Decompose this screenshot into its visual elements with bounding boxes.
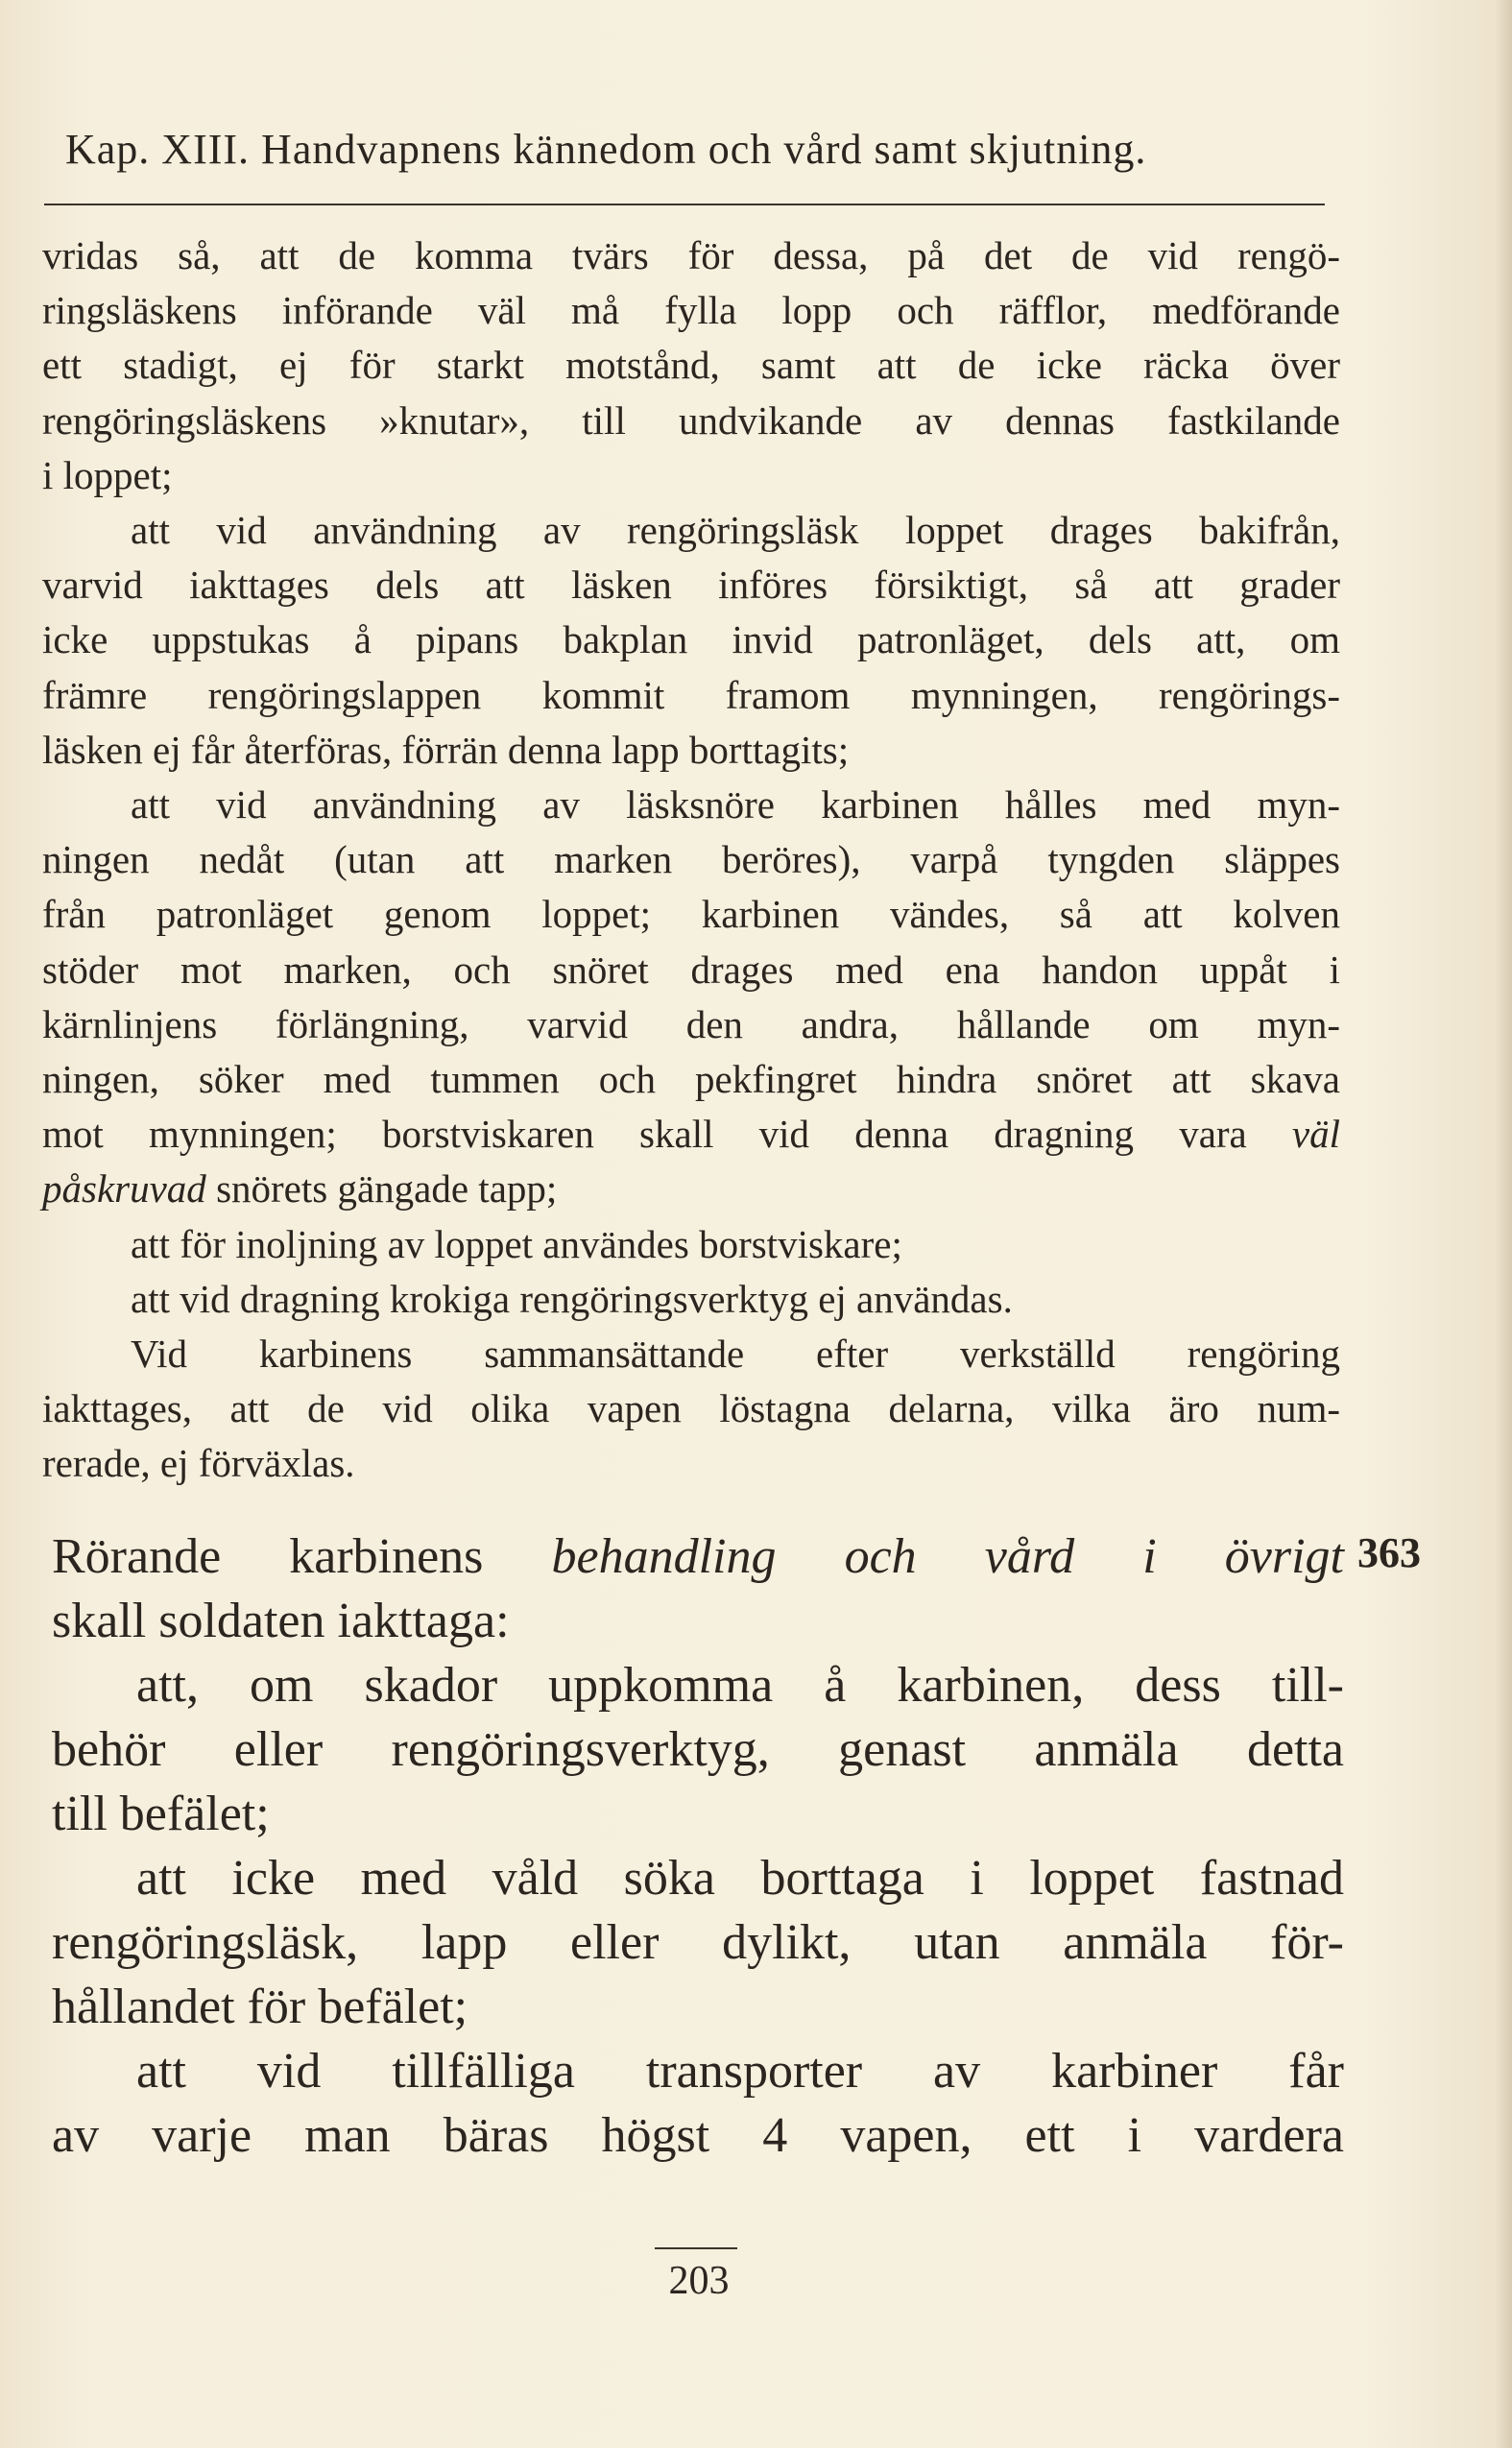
text-segment: mot mynningen; borstviskaren skall vid denna dragning vara [42, 1112, 1247, 1157]
italic-word: väl [1291, 1112, 1341, 1157]
text-line: varvid iakttages dels att läsken införes försiktigt, så att grader [42, 563, 1340, 608]
text-line: att vid användning av läsksnöre karbinen hålles med myn- [131, 782, 1340, 828]
text-line: Vid karbinens sammansättande efter verkställd rengöring [131, 1332, 1340, 1377]
small-type-body [42, 228, 1340, 1492]
text-line: rengöringsläskens »knutar», till undvikande av dennas fastkilande [42, 397, 1340, 443]
text-line: läsken ej får återföras, förrän denna lapp borttagits; [42, 727, 850, 772]
text-line: att för inoljning av loppet användes borstviskare; [131, 1221, 902, 1266]
text-line: icke uppstukas å pipans bakplan invid patronläget, dels att, om [42, 617, 1340, 662]
section-intro-line [52, 1524, 1344, 1589]
paragraph-rengoringslask [42, 503, 1340, 778]
header-rule [44, 204, 1325, 205]
text-line: av varje man bäras högst 4 vapen, ett i vardera [52, 2108, 1344, 2163]
text-line: i loppet; [42, 452, 173, 497]
paragraph-sammansattande [42, 1327, 1340, 1492]
text-line: kärnlinjens förlängning, varvid den andra, hållande om myn- [42, 1001, 1340, 1046]
text-line [42, 1162, 1340, 1216]
text-line: iakttages, att de vid olika vapen löstagna delarna, vilka äro num- [42, 1386, 1340, 1431]
text-line: att vid dragning krokiga rengöringsverktyg ej användas. [131, 1276, 1013, 1321]
italic-word: påskruvad [42, 1166, 206, 1212]
text-line: att, om skador uppkomma å karbinen, dess till- [136, 1658, 1344, 1713]
paragraph-inoljning [42, 1217, 1340, 1272]
text-line: till befälet; [52, 1787, 270, 1841]
large-type-body [52, 1524, 1344, 2168]
margin-section-number: 363 [1357, 1529, 1421, 1576]
text-line [42, 1107, 1340, 1162]
text-line: rengöringsläsk, lapp eller dylikt, utan anmäla för- [52, 1915, 1344, 1970]
text-line: hållandet för befälet; [52, 1980, 468, 2034]
text-line: att vid tillfälliga transporter av karbiner får [136, 2044, 1344, 2099]
paragraph-continued [42, 228, 1340, 503]
text-segment: snörets gängade tapp; [216, 1166, 558, 1212]
text-line: från patronläget genom loppet; karbinen vändes, så att kolven [42, 892, 1340, 937]
text-line: ett stadigt, ej för starkt motstånd, samt att de icke räcka över [42, 343, 1340, 388]
section-intro-line: skall soldaten iakttaga: [52, 1594, 510, 1648]
text-segment: Rörande karbinens [52, 1529, 484, 1584]
folio-rule [655, 2247, 737, 2249]
text-line: att vid användning av rengöringsläsk loppet drages bakifrån, [131, 508, 1340, 553]
page-edge-shadow [1495, 0, 1512, 2448]
italic-phrase: behandling och vård i övrigt [551, 1529, 1344, 1584]
text-line: att icke med våld söka borttaga i loppet fastnad [136, 1851, 1344, 1906]
paragraph-dragning [42, 1272, 1340, 1327]
paragraph-lasksnore [42, 778, 1340, 1217]
text-line: behör eller rengöringsverktyg, genast anmäla detta [52, 1722, 1344, 1777]
text-line: vridas så, att de komma tvärs för dessa, på det de vid rengö- [42, 233, 1340, 277]
text-line: ningen nedåt (utan att marken beröres), varpå tyngden släppes [42, 837, 1340, 882]
page-number: 203 [668, 2259, 730, 2303]
text-line: rerade, ej förväxlas. [42, 1441, 355, 1486]
text-line: ringsläskens införande väl må fylla lopp och räfflor, medförande [42, 288, 1340, 333]
text-line: stöder mot marken, och snöret drages med ena handon uppåt i [42, 947, 1340, 992]
text-line: främre rengöringslappen kommit framom mynningen, rengörings- [42, 672, 1340, 717]
running-head: Kap. XIII. Handvapnens kännedom och vård samt skjutning. [65, 126, 1147, 173]
text-line: ningen, söker med tummen och pekfingret hindra snöret att skava [42, 1057, 1340, 1102]
